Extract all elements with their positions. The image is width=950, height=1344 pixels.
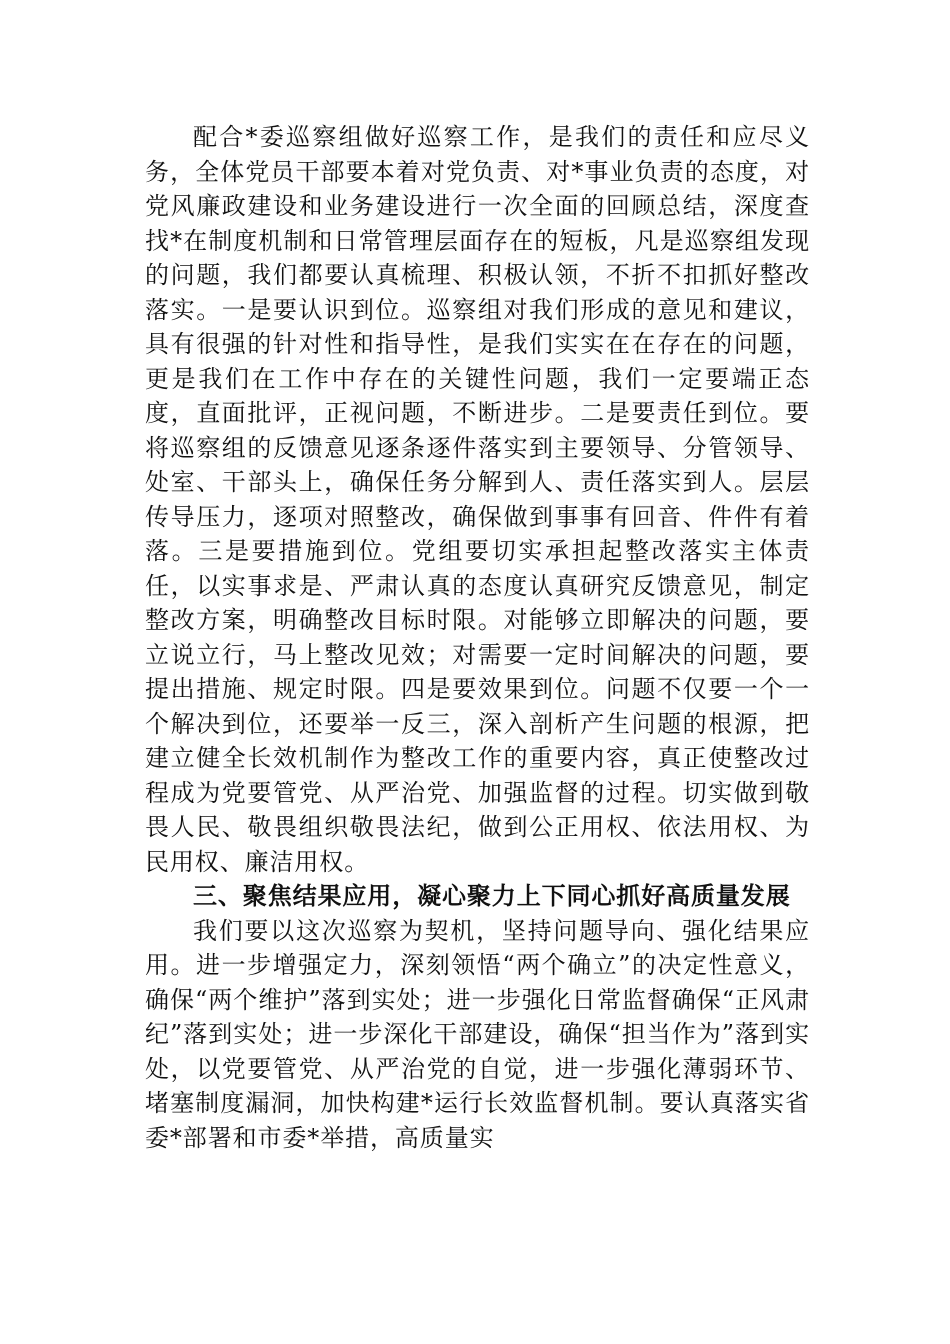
body-paragraph: 我们要以这次巡察为契机，坚持问题导向、强化结果应用。进一步增强定力，深刻领悟“两个确立”的决定性意义，确保“两个维护”落到实处；进一步强化日常监督确保“正风肃纪”落到实处；进一步深化干部建设，确保“担当作为”落到实处，以党要管党、从严治党的自觉，进一步强化薄弱环节、堵塞制度漏洞，加快构建*运行长效监督机制。要认真落实省委*部署和市委*举措，高质量实 bbox=[145, 916, 810, 1152]
document-page bbox=[145, 120, 810, 1155]
section-heading: 三、聚焦结果应用，凝心聚力上下同心抓好高质量发展 bbox=[193, 882, 791, 910]
body-paragraph: 配合*委巡察组做好巡察工作，是我们的责任和应尽义务，全体党员干部要本着对党负责、对*事业负责的态度，对党风廉政建设和业务建设进行一次全面的回顾总结，深度查找*在制度机制和日常管理层面存在的短板，凡是巡察组发现的问题，我们都要认真梳理、积极认领，不折不扣抓好整改落实。一是要认识到位。巡察组对我们形成的意见和建议，具有很强的针对性和指导性，是我们实实在在存在的问题，更是我们在工作中存在的关键性问题，我们一定要端正态度，直面批评，正视问题，不断进步。二是要责任到位。要将巡察组的反馈意见逐条逐件落实到主要领导、分管领导、处室、干部头上，确保任务分解到人、责任落实到人。层层传导压力，逐项对照整改，确保做到事事有回音、件件有着落。三是要措施到位。党组要切实承担起整改落实主体责任，以实事求是、严肃认真的态度认真研究反馈意见，制定整改方案，明确整改目标时限。对能够立即解决的问题，要立说立行，马上整改见效；对需要一定时间解决的问题，要提出措施、规定时限。四是要效果到位。问题不仅要一个一个解决到位，还要举一反三，深入剖析产生问题的根源，把建立健全长效机制作为整改工作的重要内容，真正使整改过程成为党要管党、从严治党、加强监督的过程。切实做到敬畏人民、敬畏组织敬畏法纪，做到公正用权、依法用权、为民用权、廉洁用权。 bbox=[145, 123, 810, 876]
